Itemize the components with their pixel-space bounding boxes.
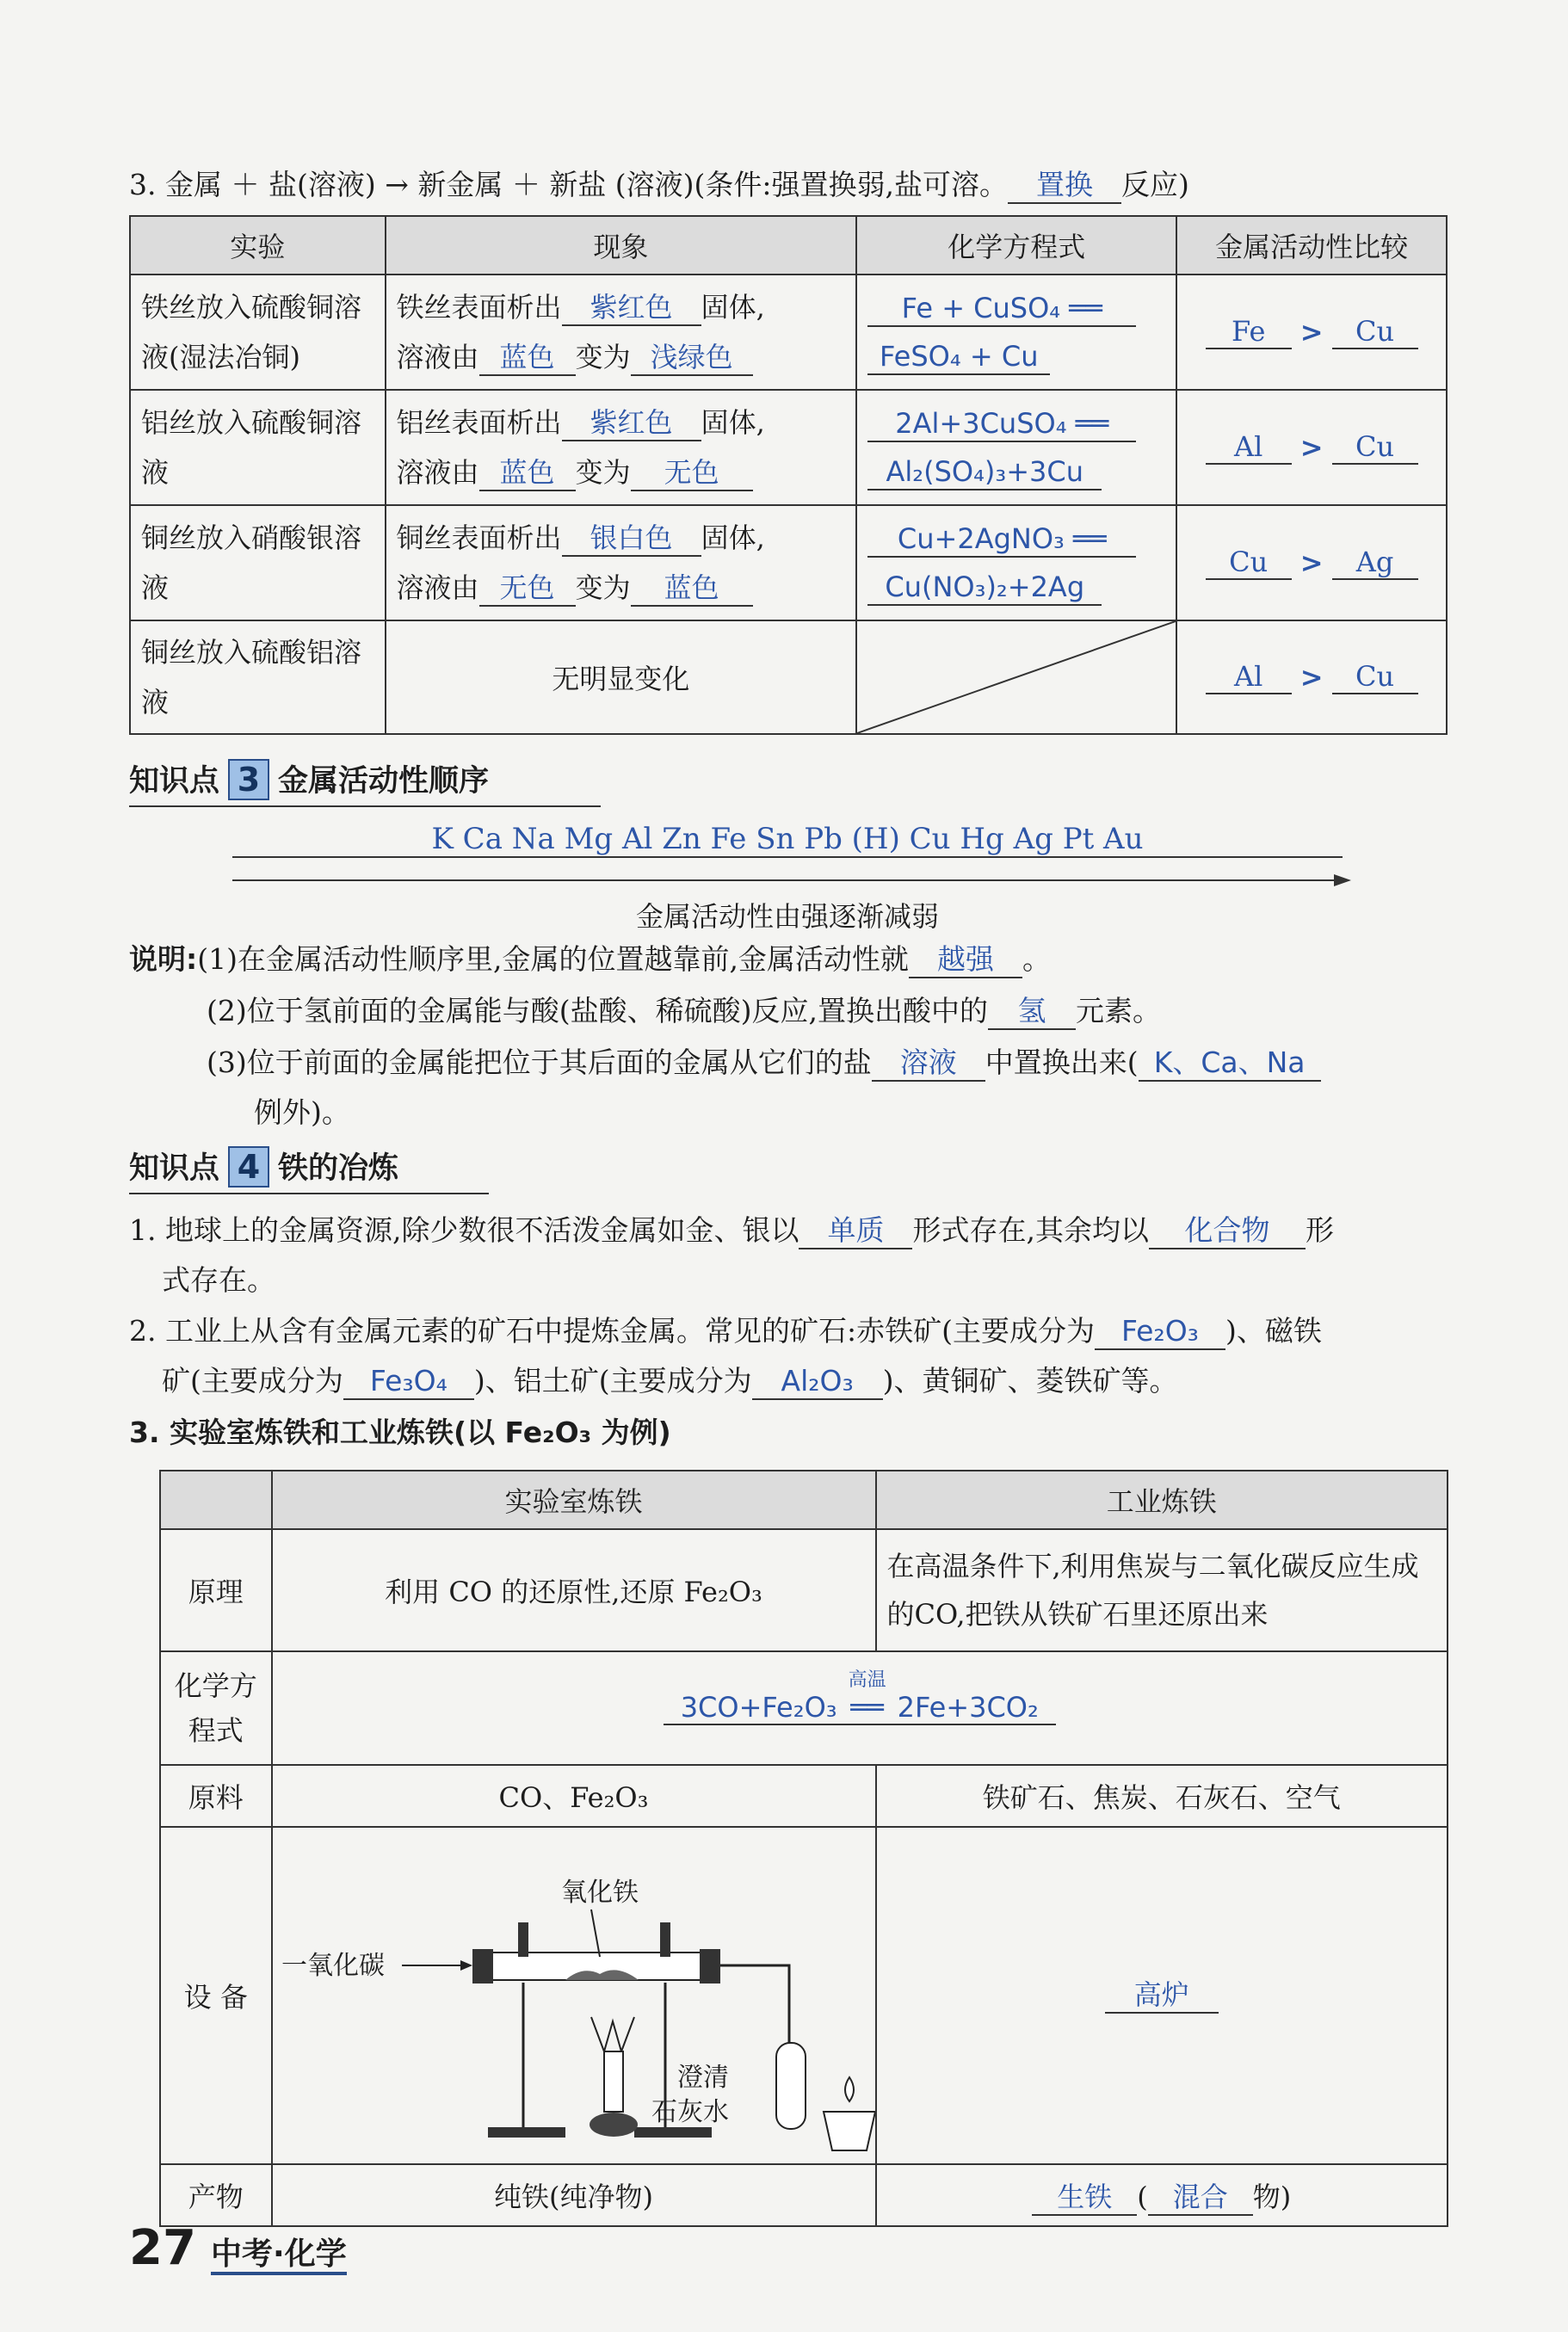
note-2: (2)位于氢前面的金属能与酸(盐酸、稀硫酸)反应,置换出酸中的 氢 元素。 bbox=[207, 990, 1161, 1033]
header-activity: 金属活动性比较 bbox=[1176, 216, 1447, 275]
experiment-cell: 铜丝放入硝酸银溶液 bbox=[130, 505, 386, 620]
lab-apparatus-cell bbox=[272, 1827, 876, 2164]
iron-smelting-table bbox=[159, 1470, 1448, 2227]
kp4-para-1-cont: 式存在。 bbox=[162, 1263, 275, 1297]
equation-cell: 3CO+Fe₂O₃ 高温 ══ 2Fe+3CO₂ bbox=[272, 1651, 1448, 1765]
table-row bbox=[130, 275, 1447, 390]
kp3-heading: 知识点 3 金属活动性顺序 bbox=[129, 757, 601, 807]
page-footer bbox=[129, 2220, 347, 2276]
kp3-number-badge: 3 bbox=[228, 759, 269, 800]
header-blank bbox=[160, 1471, 272, 1529]
note-3: (3)位于前面的金属能把位于其后面的金属从它们的盐 溶液 中置换出来( K、Ca、Na bbox=[207, 1041, 1321, 1084]
activity-series: K Ca Na Mg Al Zn Fe Sn Pb (H) Cu Hg Ag Pt Au bbox=[232, 822, 1343, 858]
phenomenon-cell: 铝丝表面析出 紫红色 固体, 溶液由 蓝色 变为 无色 bbox=[386, 390, 857, 505]
kp4-para-3: 3. 实验室炼铁和工业炼铁(以 Fe₂O₃ 为例) bbox=[129, 1416, 671, 1449]
row-label: 原料 bbox=[160, 1765, 272, 1827]
equation-cell: 2Al+3CuSO₄ ══ Al₂(SO₄)₃+3Cu bbox=[856, 390, 1176, 505]
header-industrial: 工业炼铁 bbox=[876, 1471, 1448, 1529]
row-label: 设 备 bbox=[160, 1827, 272, 2164]
table-row bbox=[130, 390, 1447, 505]
table-row bbox=[160, 2164, 1448, 2226]
activity-cell: Al > Cu bbox=[1176, 620, 1447, 734]
row-label: 化学方程式 bbox=[160, 1651, 272, 1765]
note-3-cont: 例外)。 bbox=[254, 1095, 350, 1129]
table-row bbox=[160, 1827, 1448, 2164]
kp4-heading: 知识点 4 铁的冶炼 bbox=[129, 1144, 489, 1194]
experiment-cell: 铁丝放入硫酸铜溶液(湿法冶铜) bbox=[130, 275, 386, 390]
phenomenon-cell: 无明显变化 bbox=[386, 620, 857, 734]
header-lab: 实验室炼铁 bbox=[272, 1471, 876, 1529]
svg-text:澄清: 澄清 bbox=[676, 2063, 729, 2093]
table-row bbox=[160, 1529, 1448, 1651]
principle-industrial: 在高温条件下,利用焦炭与二氧化碳反应生成的CO,把铁从铁矿石里还原出来 bbox=[876, 1529, 1448, 1651]
equation-cell: Fe + CuSO₄ ══ FeSO₄ + Cu bbox=[856, 275, 1176, 390]
product-lab: 纯铁(纯净物) bbox=[272, 2164, 876, 2226]
diagonal-line bbox=[857, 621, 1176, 733]
book-title: 中考·化学 bbox=[211, 2236, 347, 2275]
kp4-para-1: 1. 地球上的金属资源,除少数很不活泼金属如金、银以 单质 形式存在,其余均以 化合物 形 bbox=[129, 1209, 1334, 1252]
equation-cell-empty bbox=[856, 620, 1176, 734]
equation-cell: Cu+2AgNO₃ ══ Cu(NO₃)₂+2Ag bbox=[856, 505, 1176, 620]
note-1: 说明:(1)在金属活动性顺序里,金属的位置越靠前,金属活动性就 越强 。 bbox=[129, 938, 1051, 981]
alcohol-lamp bbox=[824, 2112, 875, 2150]
table-row bbox=[160, 1765, 1448, 1827]
table-row bbox=[130, 620, 1447, 734]
phenomenon-cell: 铜丝表面析出 银白色 固体, 溶液由 无色 变为 蓝色 bbox=[386, 505, 857, 620]
page-number: 27 bbox=[129, 2220, 196, 2276]
decreasing-arrow bbox=[232, 867, 1351, 893]
raw-industrial: 铁矿石、焦炭、石灰石、空气 bbox=[876, 1765, 1448, 1827]
activity-cell: Al > Cu bbox=[1176, 390, 1447, 505]
table-row bbox=[130, 505, 1447, 620]
kp4-number-badge: 4 bbox=[228, 1146, 269, 1188]
principle-lab: 利用 CO 的还原性,还原 Fe₂O₃ bbox=[272, 1529, 876, 1651]
product-industrial: 生铁 ( 混合 物) bbox=[876, 2164, 1448, 2226]
lab-apparatus-diagram bbox=[273, 1828, 875, 2163]
fe2o3-label: 氧化铁 bbox=[560, 1878, 639, 1908]
kp4-para-2: 2. 工业上从含有金属元素的矿石中提炼金属。常见的矿石:赤铁矿(主要成分为 Fe₂O₃ )、磁铁 bbox=[129, 1310, 1322, 1353]
row-label: 产物 bbox=[160, 2164, 272, 2226]
header-phenomenon: 现象 bbox=[386, 216, 857, 275]
answer-blank: 置换 bbox=[1008, 168, 1121, 204]
section3-intro: 3. 金属 ＋ 盐(溶液) → 新金属 ＋ 新盐 (溶液)(条件:强置换弱,盐可溶。 置换 反应) bbox=[129, 163, 1189, 207]
equip-industrial: 高炉 bbox=[876, 1827, 1448, 2164]
arrow-caption: 金属活动性由强逐渐减弱 bbox=[635, 900, 939, 933]
table-row bbox=[160, 1651, 1448, 1765]
kp4-para-2-cont: 矿(主要成分为 Fe₃O₄ )、铝土矿(主要成分为 Al₂O₃ )、黄铜矿、菱铁矿等。 bbox=[162, 1360, 1178, 1403]
experiment-cell: 铜丝放入硫酸铝溶液 bbox=[130, 620, 386, 734]
header-equation: 化学方程式 bbox=[856, 216, 1176, 275]
raw-lab: CO、Fe₂O₃ bbox=[272, 1765, 876, 1827]
svg-text:石灰水: 石灰水 bbox=[651, 2097, 729, 2127]
activity-cell: Fe > Cu bbox=[1176, 275, 1447, 390]
activity-cell: Cu > Ag bbox=[1176, 505, 1447, 620]
test-tube bbox=[776, 2043, 806, 2129]
metal-salt-table bbox=[129, 215, 1448, 735]
phenomenon-cell: 铁丝表面析出 紫红色 固体, 溶液由 蓝色 变为 浅绿色 bbox=[386, 275, 857, 390]
co-label: 一氧化碳 bbox=[281, 1951, 385, 1981]
header-experiment: 实验 bbox=[130, 216, 386, 275]
condition-high-temp: 高温 bbox=[848, 1669, 886, 1691]
experiment-cell: 铝丝放入硫酸铜溶液 bbox=[130, 390, 386, 505]
row-label: 原理 bbox=[160, 1529, 272, 1651]
